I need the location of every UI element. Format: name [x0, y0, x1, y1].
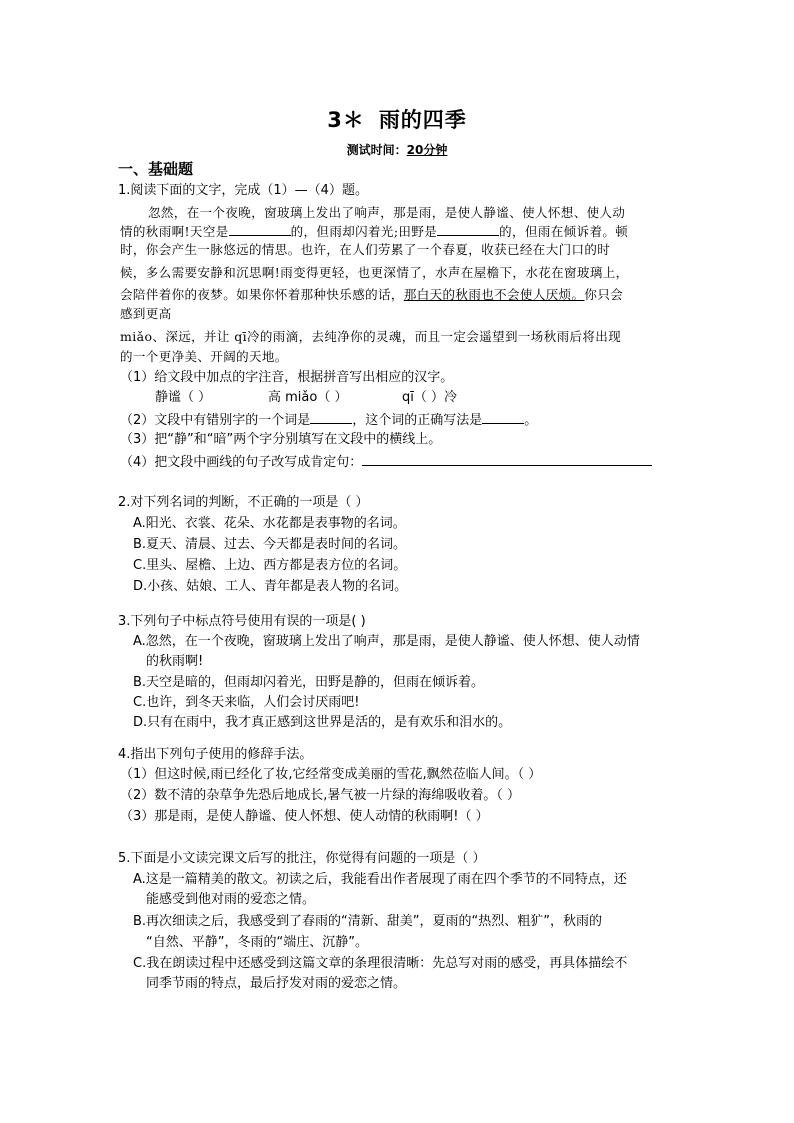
- q1-sub1-item: qī（ ）冷: [402, 390, 457, 405]
- q1-passage-line: 时，你会产生一脉悠远的情思。也许，在人们劳累了一个春夏，收获已经在大门口的时: [120, 242, 611, 257]
- q5-option-c-cont: 同季节雨的特点，最后抒发对雨的爱恋之情。: [146, 976, 407, 991]
- q5-option-b-cont: “自然、平静”，冬雨的“端庄、沉静”。: [146, 935, 368, 950]
- q1-sub1: （1）给文段中加点的字注音，根据拼音写出相应的汉字。: [120, 370, 454, 385]
- q4-stem: 4.指出下列句子使用的修辞手法。: [118, 747, 313, 762]
- q5-option-a-cont: 能感受到他对雨的爱恋之情。: [146, 892, 316, 907]
- q3-option-a: A.忽然，在一个夜晚，窗玻璃上发出了响声，那是雨，是使人静谧、使人怀想、使人动情: [133, 634, 640, 649]
- passage-text: 你只会: [584, 287, 624, 302]
- page-title: [0, 104, 794, 134]
- q5-option-b: B.再次细读之后，我感受到了春雨的“清新、甜美”，夏雨的“热烈、粗犷”，秋雨的: [133, 914, 602, 929]
- q3-stem: 3.下列句子中标点符号使用有误的一项是( ): [118, 614, 366, 629]
- q1-passage-line: [120, 222, 628, 241]
- q1-passage-line: 感到更高: [120, 306, 172, 321]
- passage-text: 会陪伴着你的夜梦。如果你怀着那种快乐感的话，: [120, 287, 404, 302]
- section-heading: 一、基础题: [118, 160, 194, 178]
- lesson-title: 雨的四季: [378, 108, 467, 132]
- q1-sub1-item: 高 miǎo（ ）: [268, 390, 348, 405]
- q5-option-c: C.我在朗读过程中还感受到这篇文章的条理很清晰：先总写对雨的感受，再具体描绘不: [133, 956, 628, 971]
- underlined-sentence: 那白天的秋雨也不会使人厌烦。: [403, 287, 585, 302]
- test-time: [0, 141, 794, 158]
- fill-blank[interactable]: [310, 410, 352, 424]
- q4-sub3: （3）那是雨，是使人静谧、使人怀想、使人动情的秋雨啊!（ ）: [120, 809, 489, 824]
- q1-passage-line: 忽然，在一个夜晚，窗玻璃上发出了响声，那是雨，是使人静谧、使人怀想、使人动: [148, 205, 626, 220]
- q1-passage-line: 的一个更净美、开阔的天地。: [120, 349, 288, 364]
- q2-option-d: D.小孩、姑娘、工人、青年都是表人物的名词。: [133, 579, 408, 594]
- sub4-text: （4）把文段中画线的句子改写成肯定句：: [120, 455, 363, 470]
- q4-sub1: （1）但这时候,雨已经化了妆,它经常变成美丽的雪花,飘然莅临人间。（ ）: [120, 767, 542, 782]
- fill-blank[interactable]: [482, 410, 524, 424]
- q1-sub2: [120, 410, 537, 430]
- sub2-text: （2）文段中有错别字的一个词是: [120, 413, 311, 428]
- q1-stem: 1.阅读下面的文字，完成（1）—（4）题。: [118, 183, 368, 198]
- lesson-number: 3＊: [327, 108, 365, 132]
- q1-sub3: （3）把“静”和“暗”两个字分别填写在文段中的横线上。: [120, 432, 442, 447]
- q5-option-a: A.这是一篇精美的散文。初读之后，我能看出作者展现了雨在四个季节的不同特点，还: [133, 872, 627, 887]
- q2-option-b: B.夏天、清晨、过去、今天都是表时间的名词。: [133, 537, 407, 552]
- q3-option-a-cont: 的秋雨啊!: [146, 654, 204, 669]
- q2-option-a: A.阳光、衣裳、花朵、水花都是表事物的名词。: [133, 516, 406, 531]
- q2-stem: 2.对下列名词的判断，不正确的一项是（ ）: [118, 495, 369, 510]
- q3-option-b: B.天空是暗的，但雨却闪着光，田野是静的，但雨在倾诉着。: [133, 675, 485, 690]
- q1-sub4: [120, 452, 652, 472]
- q1-passage-line: 候，多么需要安静和沉思啊!雨变得更轻，也更深情了，水声在屋檐下，水花在窗玻璃上，: [120, 265, 629, 280]
- answer-line[interactable]: [362, 452, 652, 466]
- q1-passage-line: [120, 286, 623, 304]
- passage-text: 情的秋雨啊!天空是: [120, 224, 229, 239]
- sub2-text: ，这个词的正确写法是: [352, 413, 483, 428]
- q3-option-d: D.只有在雨中，我才真正感到这世界是活的，是有欢乐和泪水的。: [133, 715, 512, 730]
- fill-blank[interactable]: [229, 222, 291, 236]
- q5-stem: 5.下面是小文读完课文后写的批注，你觉得有问题的一项是（ ）: [118, 851, 486, 866]
- passage-text: 的，但雨在倾诉着。顿: [499, 224, 629, 239]
- q4-sub2: （2）数不清的杂草争先恐后地成长,暑气被一片绿的海绵吸收着。（ ）: [120, 788, 521, 803]
- test-time-value: 20分钟: [406, 143, 448, 157]
- test-time-label: 测试时间：: [346, 143, 407, 157]
- q1-passage-line: miǎo、深远，并让 qī冷的雨滴，去纯净你的灵魂，而且一定会遥望到一场秋雨后将出现: [120, 329, 622, 344]
- passage-text: 的，但雨却闪着光;田野是: [290, 224, 438, 239]
- sub2-text: 。: [524, 413, 538, 428]
- q2-option-c: C.里头、屋檐、上边、西方都是表方位的名词。: [133, 558, 407, 573]
- q3-option-c: C.也许，到冬天来临，人们会讨厌雨吧!: [133, 695, 360, 710]
- q1-sub1-item: 静谧（ ）: [155, 390, 212, 405]
- fill-blank[interactable]: [437, 222, 499, 236]
